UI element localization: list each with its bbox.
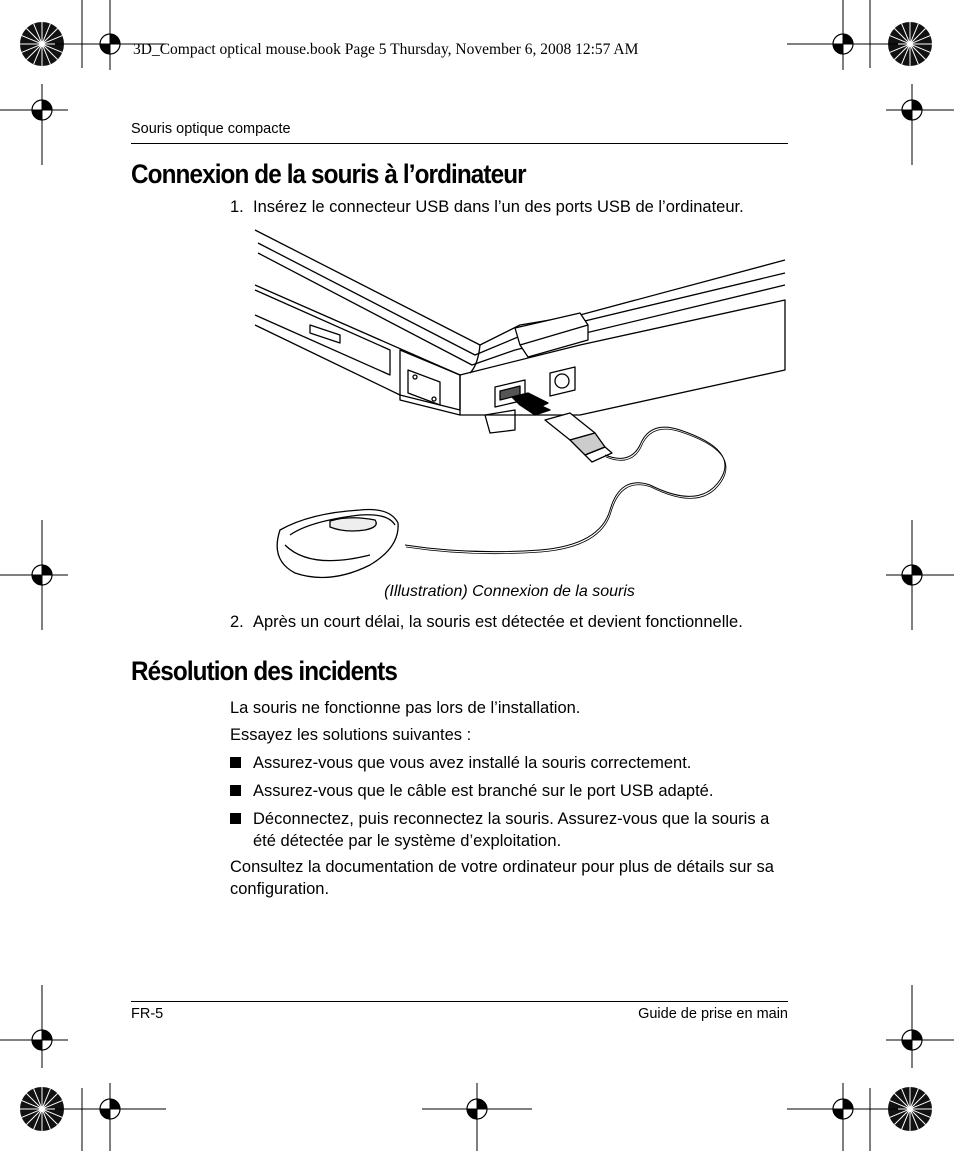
running-header: Souris optique compacte: [131, 121, 291, 137]
book-header: 3D_Compact optical mouse.book Page 5 Thursday, November 6, 2008 12:57 AM: [133, 41, 639, 58]
footer-rule: [131, 1001, 788, 1002]
step-2: [230, 613, 743, 632]
footer-guide-title: Guide de prise en main: [638, 1006, 788, 1022]
try-solutions: Essayez les solutions suivantes :: [230, 726, 472, 744]
laptop-hinge: [515, 313, 588, 357]
figure-caption: (Illustration) Connexion de la souris: [384, 583, 635, 600]
illustration-mouse-connection: [250, 225, 790, 580]
section-title-connexion: Connexion de la souris à l’ordinateur: [131, 159, 526, 189]
step-1: [230, 198, 744, 217]
bullet-square-icon: [230, 785, 241, 796]
bullet-square-icon: [230, 757, 241, 768]
header-rule: [131, 143, 788, 144]
section-title-incidents: Résolution des incidents: [131, 656, 397, 686]
page-number: FR-5: [131, 1006, 164, 1022]
incident-intro: La souris ne fonctionne pas lors de l’installation.: [230, 699, 581, 717]
step-1-text: Insérez le connecteur USB dans l’un des ports USB de l’ordinateur.: [253, 198, 744, 216]
step-2-text: Après un court délai, la souris est détectée et devient fonctionnelle.: [253, 613, 743, 631]
step-2-number: 2.: [230, 613, 244, 631]
closing-paragraph: Consultez la documentation de votre ordinateur pour plus de détails sur sa configuration.: [230, 858, 774, 898]
step-1-number: 1.: [230, 198, 244, 216]
bullet-square-icon: [230, 813, 241, 824]
